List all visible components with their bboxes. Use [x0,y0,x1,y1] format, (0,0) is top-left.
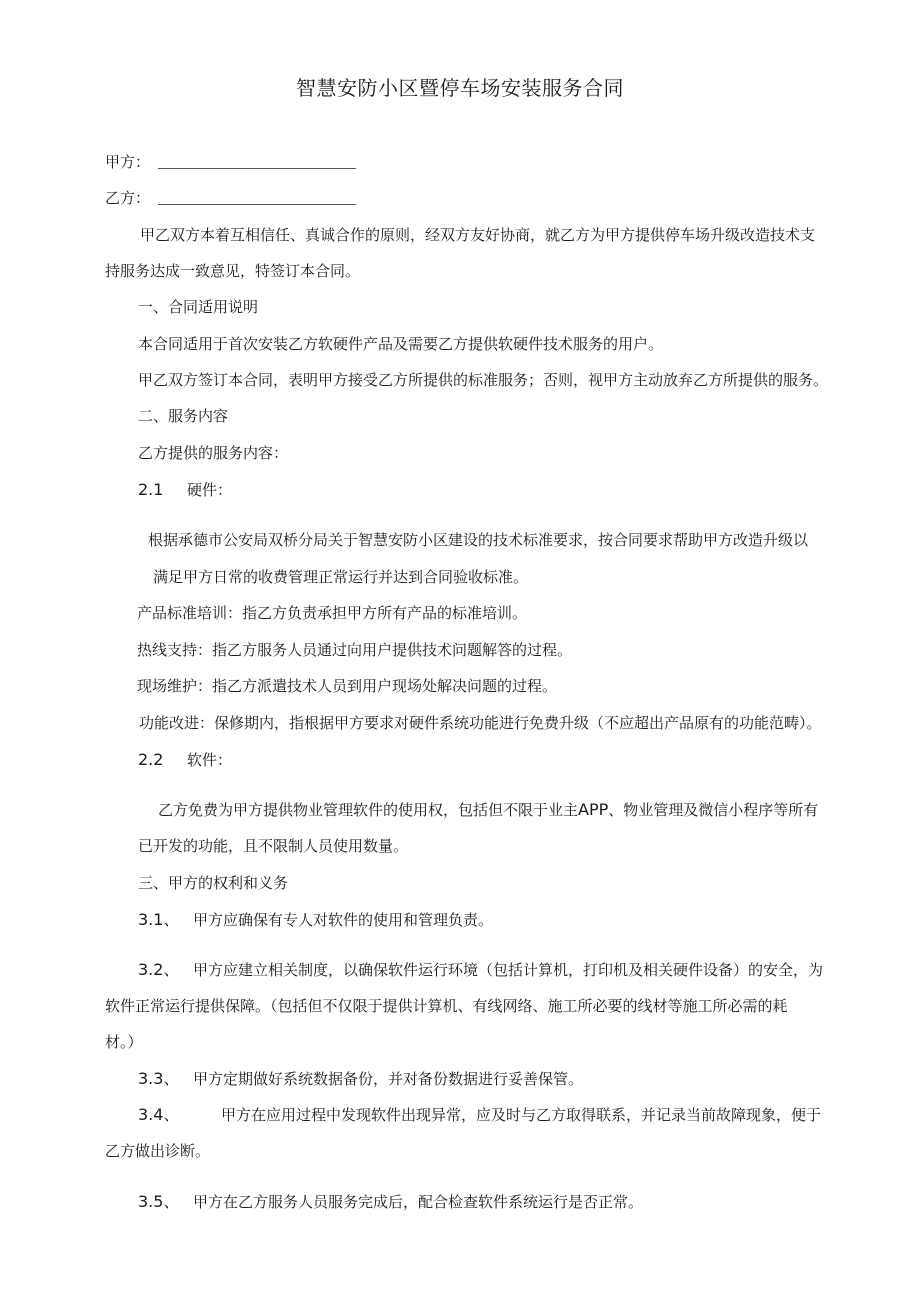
section-1-paragraph-2: 甲乙双方签订本合同，表明甲方接受乙方所提供的标准服务；否则，视甲方主动放弃乙方所提供的服务。 [138,371,829,389]
section-1-paragraph-1: 本合同适用于首次安装乙方软硬件产品及需要乙方提供软硬件技术服务的用户。 [138,335,664,353]
clause-3-2-text-line-1: 甲方应建立相关制度，以确保软件运行环境（包括计算机，打印机及相关硬件设备）的安全，为 [193,961,824,979]
clause-3-3-text: 甲方定期做好系统数据备份，并对备份数据进行妥善保管。 [193,1070,584,1088]
section-2-intro: 乙方提供的服务内容： [138,444,289,462]
subsection-2-2-paragraph-line-1 [158,800,818,820]
subsection-2-1-number: 2.1 [138,480,164,499]
clause-3-1-text: 甲方应确保有专人对软件的使用和管理负责。 [193,911,494,929]
hardware-item-training: 产品标准培训：指乙方负责承担甲方所有产品的标准培训。 [137,604,528,622]
clause-3-3-number: 3.3、 [138,1069,180,1088]
clause-3-2-number: 3.2、 [138,960,180,979]
subsection-2-1-heading [138,480,232,500]
software-text-part-1: 乙方免费为甲方提供物业管理软件的使用权，包括但不限于业主 [158,801,579,819]
hardware-item-onsite: 现场维护：指乙方派遣技术人员到用户现场处解决问题的过程。 [137,677,558,695]
hardware-item-improvement: 功能改进：保修期内，指根据甲方要求对硬件系统功能进行免费升级（不应超出产品原有的功能范畴）。 [139,714,822,732]
section-3-heading: 三、甲方的权利和义务 [138,874,289,892]
clause-3-1 [138,910,493,930]
party-b-label: 乙方： [105,189,151,207]
clause-3-1-number: 3.1、 [138,910,180,929]
software-text-part-2: 、物业管理及微信小程序等所有 [608,801,819,819]
clause-3-5-text: 甲方在乙方服务人员服务完成后，配合检查软件系统运行是否正常。 [193,1193,644,1211]
intro-line-1: 甲乙双方本着互相信任、真诚合作的原则，经双方友好协商，就乙方为甲方提供停车场升级改造技术支 [140,226,816,244]
clause-3-5 [138,1192,643,1212]
subsection-2-2-number: 2.2 [138,750,164,769]
party-a-blank-line [158,168,356,169]
clause-3-4-number: 3.4、 [138,1105,180,1124]
subsection-2-2-label: 软件： [187,751,233,769]
party-a-label: 甲方： [105,153,151,171]
subsection-2-1-label: 硬件： [187,481,233,499]
section-2-heading: 二、服务内容 [138,407,229,425]
clause-3-3 [138,1069,583,1089]
clause-3-4-text-line-1: 甲方在应用过程中发现软件出现异常，应及时与乙方取得联系，并记录当前故障现象，便于 [221,1106,822,1124]
subsection-2-2-paragraph-line-2: 已开发的功能，且不限制人员使用数量。 [138,837,409,855]
clause-3-2-line-1 [138,960,823,980]
subsection-2-1-paragraph-line-2: 满足甲方日常的收费管理正常运行并达到合同验收标准。 [153,568,529,586]
intro-line-2: 持服务达成一致意见，特签订本合同。 [105,262,361,280]
clause-3-2-line-3: 材。） [105,1033,143,1051]
hardware-item-hotline: 热线支持：指乙方服务人员通过向用户提供技术问题解答的过程。 [137,641,573,659]
document-title: 智慧安防小区暨停车场安装服务合同 [296,76,624,100]
subsection-2-1-paragraph-line-1: 根据承德市公安局双桥分局关于智慧安防小区建设的技术标准要求，按合同要求帮助甲方改造升级以 [148,531,809,549]
subsection-2-2-heading [138,750,232,770]
clause-3-5-number: 3.5、 [138,1192,180,1211]
clause-3-4-line-2: 乙方做出诊断。 [105,1142,211,1160]
section-1-heading: 一、合同适用说明 [138,298,259,316]
clause-3-4-line-1 [138,1105,821,1125]
party-b-blank-line [158,204,356,205]
clause-3-2-line-2: 软件正常运行提供保障。（包括但不仅限于提供计算机、有线网络、施工所必要的线材等施工所必需的耗 [105,997,788,1015]
software-text-app: APP [578,800,609,819]
